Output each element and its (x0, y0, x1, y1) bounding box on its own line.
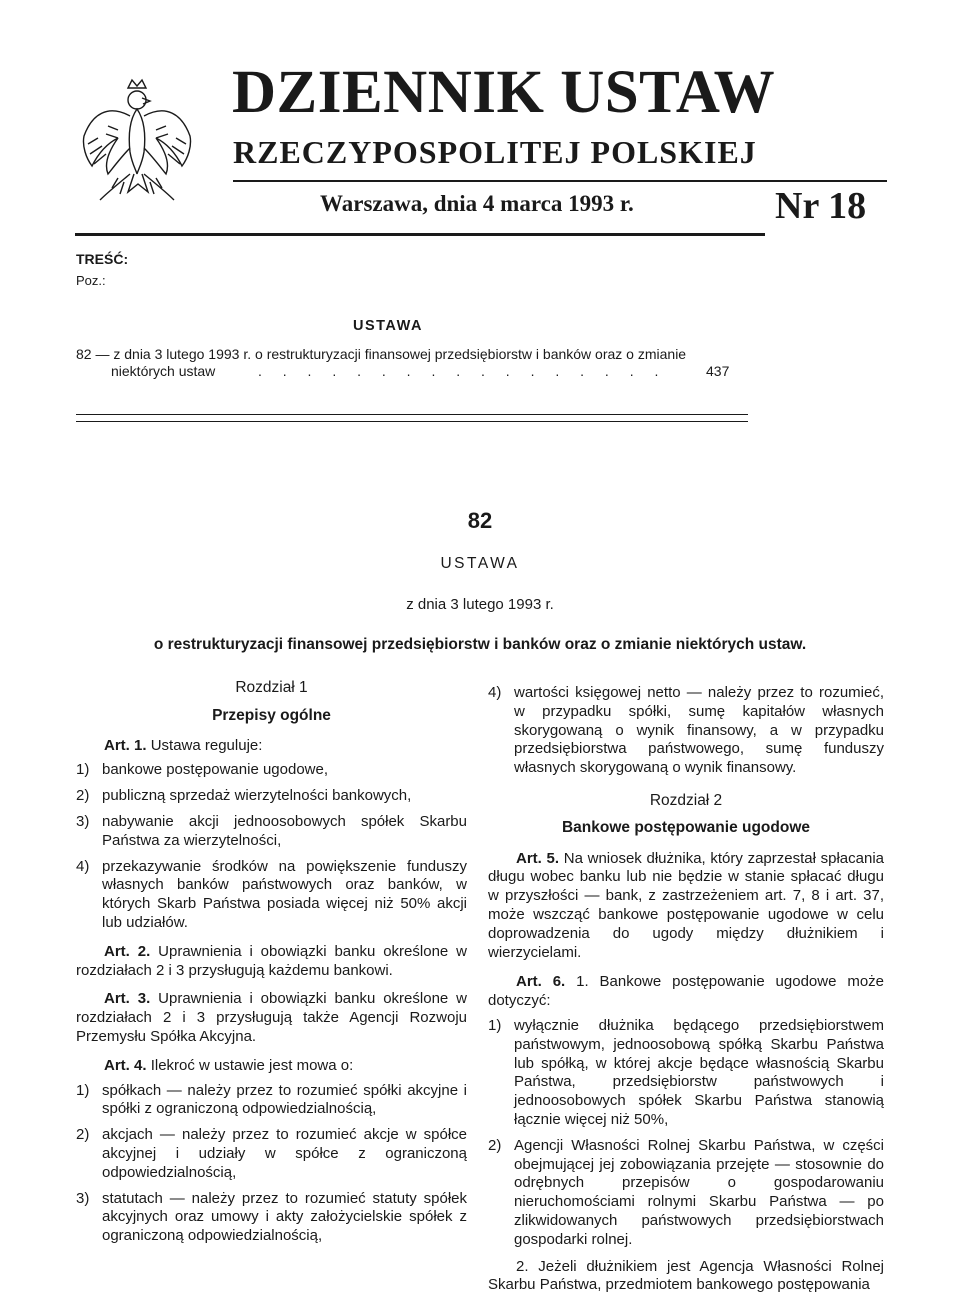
art3-paragraph (76, 990, 467, 1046)
art6-label: Art. 6. (516, 973, 566, 991)
item-text: Agencji Własności Rolnej Skarbu Państwa, w części obejmującej jej zobowiązania przejęte — stosownie do odrębnych przepisów o gospodarowaniu nieruchomościami rolnymi Skarbu Państwa — po zlikwidowanych państwowych przedsiębiorstwach gospodarki rolnej. (514, 1136, 884, 1248)
art6-paragraph (488, 973, 884, 1011)
list-item (76, 858, 467, 933)
list-item (488, 684, 884, 778)
contents-label: TREŚĆ: (76, 251, 129, 267)
item-text: spółkach — należy przez to rozumieć spółki akcyjne i spółki z ograniczoną odpowiedzialnością, (102, 1081, 467, 1118)
contents-heading: USTAWA (353, 318, 423, 334)
position-label: Poz.: (76, 273, 106, 288)
art6-intro: 1. Bankowe postępowanie ugodowe może dotyczyć: (488, 973, 885, 1010)
art2-label: Art. 2. (104, 942, 151, 960)
art1-paragraph (76, 737, 467, 756)
divider-rule-bottom (76, 421, 748, 422)
item-text: wartości księgowej netto — należy przez to rozumieć, w przypadku spółki, sumę kapitałów własnych skorygowaną o wynik finansowy, a w przypadku przedsiębiorstwa państwowego, sumę funduszy własnych skorygowaną o wynik finansowy. (514, 684, 884, 777)
item-number: 1) (76, 1081, 90, 1099)
newspaper-title: DZIENNIK USTAW (232, 59, 776, 126)
item-number: 4) (488, 684, 502, 701)
item-number: 2) (76, 787, 90, 805)
item-number: 4) (76, 857, 90, 875)
divider-rule-top (76, 414, 748, 415)
list-item (76, 1190, 467, 1246)
contents-entry-line2: niektórych ustaw (111, 363, 216, 379)
dateline: Warszawa, dnia 4 marca 1993 r. (320, 191, 634, 216)
list-item (76, 1082, 467, 1120)
art6-paragraph-2: 2. Jeżeli dłużnikiem jest Agencja Własności Rolnej Skarbu Państwa, przedmiotem bankowego postępowania (488, 1257, 884, 1294)
masthead-bottom-rule (75, 233, 765, 236)
left-column (76, 679, 467, 1246)
item-number: 2) (488, 1136, 502, 1154)
chapter-2-heading: Rozdział 2 (649, 791, 723, 809)
chapter-1-heading: Rozdział 1 (235, 679, 308, 696)
item-text: publiczną sprzedaż wierzytelności bankowych, (102, 787, 412, 805)
art4-intro: Ilekroć w ustawie jest mowa o: (150, 1056, 354, 1074)
list-item (76, 813, 467, 851)
issue-number: Nr 18 (775, 185, 867, 227)
art5-paragraph (488, 850, 884, 963)
item-text: statutach — należy przez to rozumieć statuty spółek akcyjnych oraz umowy i akty założycielskie spółek z ograniczoną odpowiedzialnością, (102, 1189, 467, 1245)
right-column (488, 684, 884, 1295)
art4-label: Art. 4. (104, 1056, 147, 1074)
item-text: wyłącznie dłużnika będącego przedsiębiorstwem państwowym, jednoosobową spółką Skarbu Państwa lub spółką, w której akcje będące własnością Skarbu Państwa, przedsiębiorstw państwowych i jednoosobowych spółek Skarbu Państwa stanowią łącznie więcej niż 50%, (514, 1016, 884, 1128)
act-position-number: 82 (467, 508, 493, 533)
item-number: 1) (76, 761, 90, 779)
art3-label: Art. 3. (104, 990, 151, 1008)
item-number: 2) (76, 1126, 90, 1144)
masthead-rule (233, 180, 887, 182)
item-text: przekazywanie środków na powiększenie funduszy własnych banków państwowych oraz banków, w których Skarb Państwa posiada więcej niż 50% akcji lub udziałów. (102, 857, 467, 931)
item-number: 1) (488, 1016, 502, 1034)
art5-label: Art. 5. (516, 849, 560, 867)
list-item (76, 761, 467, 780)
item-text: nabywanie akcji jednoosobowych spółek Skarbu Państwa za wierzytelności, (102, 812, 467, 849)
contents-entry-line1: 82 — z dnia 3 lutego 1993 r. o restrukturyzacji finansowej przedsiębiorstw i banków oraz o zmianie (76, 346, 687, 362)
act-title: o restrukturyzacji finansowej przedsiębiorstw i banków oraz o zmianie niektórych ustaw. (153, 636, 807, 653)
art5-text: Na wniosek dłużnika, który zaprzestał spłacania długu wobec banku lub nie będzie w stanie spłacać długu w przyszłości — bank, z zastrzeżeniem art. 7, 8 i art. 37, może wszcząć bankowe postępowanie ugodowe w celu doprowadzenia do ugody między dłużnikiem i wierzycielami. (488, 849, 885, 961)
newspaper-subtitle: RZECZYPOSPOLITEJ POLSKIEJ (233, 134, 757, 170)
item-text: bankowe postępowanie ugodowe, (102, 761, 329, 779)
item-number: 3) (76, 1189, 90, 1207)
art2-paragraph (76, 943, 467, 981)
list-item (488, 1017, 884, 1130)
list-item (76, 1126, 467, 1182)
art3-text: Uprawnienia i obowiązki banku określone w rozdziałach 2 i 3 przysługują także Agencji Rozwoju Przemysłu Spółka Akcyjna. (76, 990, 467, 1045)
list-item (488, 1137, 884, 1250)
contents-leader-dots: . . . . . . . . . . . . . . . . . (258, 363, 667, 379)
art2-text: Uprawnienia i obowiązki banku określone w rozdziałach 2 i 3 przysługują każdemu bankowi. (76, 942, 467, 979)
eagle-emblem-icon (78, 74, 196, 206)
item-number: 3) (76, 812, 90, 830)
art1-intro: Ustawa reguluje: (150, 736, 263, 754)
art4-paragraph (76, 1057, 467, 1076)
contents-page-number: 437 (706, 363, 730, 379)
act-date: z dnia 3 lutego 1993 r. (406, 596, 554, 613)
art1-label: Art. 1. (104, 736, 147, 754)
chapter-1-title: Przepisy ogólne (212, 706, 331, 724)
item-text: akcjach — należy przez to rozumieć akcje w spółce akcyjnej i udziały w spółce z ograniczoną odpowiedzialnością, (102, 1126, 467, 1181)
chapter-2-title: Bankowe postępowanie ugodowe (561, 818, 811, 836)
act-type: USTAWA (440, 555, 520, 572)
list-item (76, 787, 467, 806)
